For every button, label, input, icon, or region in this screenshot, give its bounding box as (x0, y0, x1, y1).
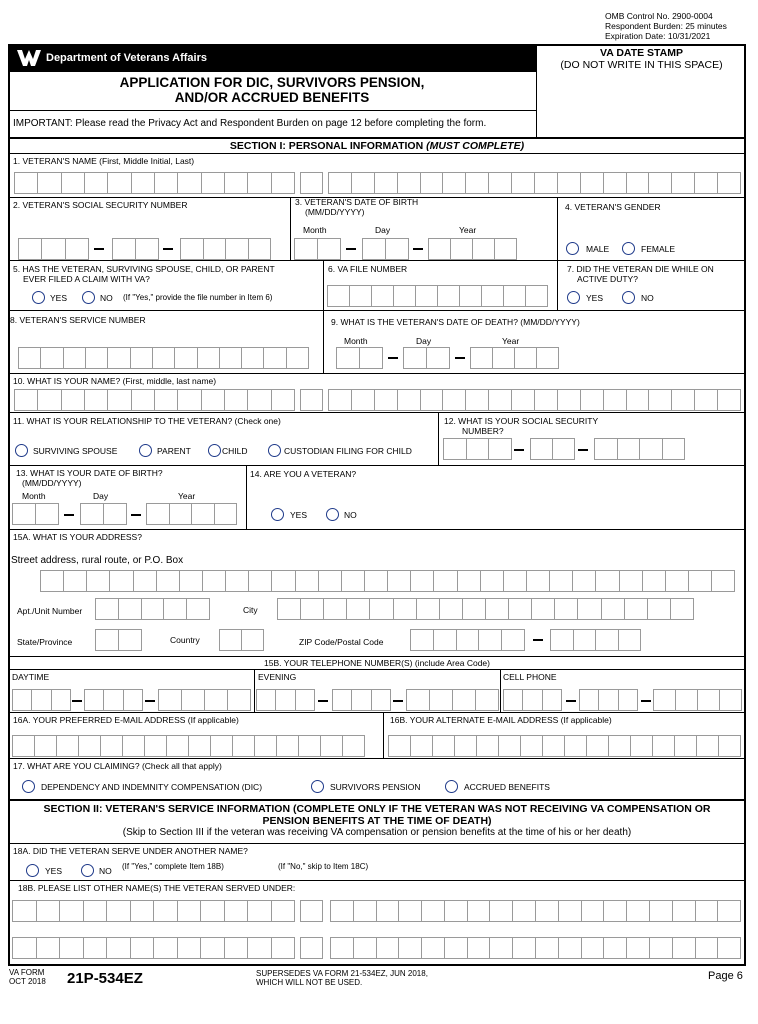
other-name1-middle[interactable] (300, 900, 322, 922)
custodian-label: CUSTODIAN FILING FOR CHILD (284, 446, 412, 456)
q4-label: 4. VETERAN'S GENDER (565, 202, 661, 212)
cell-area-code[interactable] (503, 689, 561, 711)
street-address-field[interactable] (40, 570, 734, 592)
stamp-title: VA DATE STAMP (599, 47, 684, 59)
va-date-stamp (537, 47, 746, 71)
daytime-line-number[interactable] (158, 689, 250, 711)
q14-label: 14. ARE YOU A VETERAN? (250, 469, 357, 479)
claimant-dob-month[interactable] (12, 503, 58, 525)
state-field[interactable] (95, 629, 141, 651)
q3-label: 3. VETERAN'S DATE OF BIRTH (MM/DD/YYYY) (295, 197, 419, 217)
daytime-area-code[interactable] (12, 689, 70, 711)
evening-label: EVENING (258, 672, 297, 682)
gender-male-radio[interactable] (566, 242, 579, 255)
q5-no-radio[interactable] (82, 291, 95, 304)
parent-radio[interactable] (139, 444, 152, 457)
q16a-label: 16A. YOUR PREFERRED E-MAIL ADDRESS (If applicable) (13, 715, 239, 725)
street-label: Street address, rural route, or P.O. Box (11, 555, 184, 566)
q3-year-label: Year (459, 225, 477, 235)
claimant-last-name-field[interactable] (328, 389, 740, 411)
q15b-label: 15B. YOUR TELEPHONE NUMBER(S) (include Area Code) (264, 658, 490, 668)
footer-form-info (9, 968, 46, 986)
section2-skip-note: (Skip to Section III if the veteran was receiving VA compensation or pension benefits at the time of his or her death) (122, 827, 632, 838)
alternate-email-field[interactable] (388, 735, 740, 757)
veteran-dob-year[interactable] (428, 238, 516, 260)
q5-yes-radio[interactable] (32, 291, 45, 304)
important-notice: IMPORTANT: Please read the Privacy Act and Respondent Burden on page 12 before completing the form. (13, 118, 487, 129)
claimant-ssn-part2[interactable] (530, 438, 574, 460)
custodian-radio[interactable] (268, 444, 281, 457)
section2-title-line2: PENSION BENEFITS AT THE TIME OF DEATH) (262, 815, 492, 827)
accrued-benefits-radio[interactable] (445, 780, 458, 793)
claimant-ssn-part1[interactable] (443, 438, 511, 460)
q5-label: 5. HAS THE VETERAN, SURVIVING SPOUSE, CHILD, OR PARENT EVER FILED A CLAIM WITH VA? (13, 264, 275, 284)
q9-day-label: Day (416, 336, 432, 346)
gender-female-radio[interactable] (622, 242, 635, 255)
va-file-number-field[interactable] (327, 285, 547, 307)
q3-month-label: Month (303, 225, 327, 235)
veteran-last-name-field[interactable] (328, 172, 740, 194)
zip-code-field[interactable] (410, 629, 524, 651)
va-logo-icon (16, 47, 42, 69)
death-date-year[interactable] (470, 347, 558, 369)
gender-female-label: FEMALE (641, 244, 676, 254)
q14-yes-radio[interactable] (271, 508, 284, 521)
claimant-dob-day[interactable] (80, 503, 126, 525)
apt-label: Apt./Unit Number (17, 606, 83, 616)
q7-yes-label: YES (586, 293, 604, 303)
q13-day-label: Day (93, 491, 109, 501)
child-radio[interactable] (208, 444, 221, 457)
gender-male-label: MALE (586, 244, 610, 254)
child-label: CHILD (222, 446, 248, 456)
q18a-label: 18A. DID THE VETERAN SERVE UNDER ANOTHER NAME? (13, 846, 248, 856)
omb-control: OMB Control No. 2900-0004 (605, 11, 713, 21)
q1-label: 1. VETERAN'S NAME (First, Middle Initial, Last) (13, 156, 195, 166)
section2-title-line1: SECTION II: VETERAN'S SERVICE INFORMATION (COMPLETE ONLY IF THE VETERAN WAS NOT RECEIVING VA COMPENSATION OR (43, 803, 711, 815)
zip-label: ZIP Code/Postal Code (299, 637, 384, 647)
claimant-first-name-field[interactable] (14, 389, 294, 411)
q5-no-label: NO (100, 293, 113, 303)
preferred-email-field[interactable] (12, 735, 364, 757)
veteran-middle-initial-field[interactable] (300, 172, 322, 194)
agency-name: Department of Veterans Affairs (46, 52, 207, 64)
respondent-burden: Respondent Burden: 25 minutes (605, 21, 727, 31)
q5-yes-label: YES (50, 293, 68, 303)
other-name2-middle[interactable] (300, 937, 322, 959)
q7-no-label: NO (641, 293, 654, 303)
q6-label: 6. VA FILE NUMBER (328, 264, 408, 274)
veteran-first-name-field[interactable] (14, 172, 294, 194)
claimant-ssn-part3[interactable] (594, 438, 684, 460)
cell-line-number[interactable] (653, 689, 741, 711)
q2-label: 2. VETERAN'S SOCIAL SECURITY NUMBER (13, 200, 188, 210)
q18a-no-note: (If "No," skip to Item 18C) (278, 862, 369, 871)
veteran-ssn-part1[interactable] (18, 238, 88, 260)
survivors-pension-radio[interactable] (311, 780, 324, 793)
q12-label: 12. WHAT IS YOUR SOCIAL SECURITY NUMBER? (444, 416, 599, 436)
veteran-dob-day[interactable] (362, 238, 408, 260)
q15a-label: 15A. WHAT IS YOUR ADDRESS? (13, 532, 142, 542)
q7-yes-radio[interactable] (567, 291, 580, 304)
city-label: City (243, 605, 258, 615)
other-name1-first[interactable] (12, 900, 294, 922)
veteran-ssn-part2[interactable] (112, 238, 158, 260)
dic-label: DEPENDENCY AND INDEMNITY COMPENSATION (DIC) (41, 782, 263, 792)
q14-no-radio[interactable] (326, 508, 339, 521)
footer-supersedes: SUPERSEDES VA FORM 21-534EZ, JUN 2018, WHICH WILL NOT BE USED. (256, 969, 428, 987)
q13-year-label: Year (178, 491, 196, 501)
veteran-ssn-part3[interactable] (180, 238, 270, 260)
q8-label: 8. VETERAN'S SERVICE NUMBER (10, 315, 146, 325)
q18a-yes-label: YES (45, 866, 63, 876)
other-name1-last[interactable] (330, 900, 740, 922)
claimant-dob-year[interactable] (146, 503, 236, 525)
q5-note: (If "Yes," provide the file number in Item 6) (123, 293, 273, 302)
other-name2-last[interactable] (330, 937, 740, 959)
footer-form-number: 21P-534EZ (67, 970, 143, 987)
zip-extension-field[interactable] (550, 629, 640, 651)
agency-bar (8, 44, 536, 72)
q3-day-label: Day (375, 225, 391, 235)
title-line2: AND/OR ACCRUED BENEFITS (174, 90, 370, 105)
city-field[interactable] (277, 598, 693, 620)
daytime-label: DAYTIME (12, 672, 50, 682)
footer-date: OCT 2018 (9, 977, 46, 986)
state-label: State/Province (17, 637, 73, 647)
veteran-dob-month[interactable] (294, 238, 340, 260)
veteran-service-number-field[interactable] (18, 347, 308, 369)
q17-label: 17. WHAT ARE YOU CLAIMING? (Check all that apply) (13, 761, 222, 771)
q13-month-label: Month (22, 491, 46, 501)
section2-header (10, 803, 744, 839)
surviving-spouse-label: SURVIVING SPOUSE (33, 446, 118, 456)
q14-no-label: NO (344, 510, 357, 520)
q18a-yes-note: (If "Yes," complete Item 18B) (122, 862, 224, 871)
q13-label: 13. WHAT IS YOUR DATE OF BIRTH? (MM/DD/YYYY) (16, 468, 163, 488)
q18b-label: 18B. PLEASE LIST OTHER NAME(S) THE VETERAN SERVED UNDER: (18, 883, 296, 893)
q14-yes-label: YES (290, 510, 308, 520)
evening-area-code[interactable] (256, 689, 314, 711)
country-field[interactable] (219, 629, 263, 651)
death-date-month[interactable] (336, 347, 382, 369)
title-line1: APPLICATION FOR DIC, SURVIVORS PENSION, (119, 75, 425, 90)
daytime-prefix[interactable] (84, 689, 142, 711)
accrued-benefits-label: ACCRUED BENEFITS (464, 782, 550, 792)
cell-label: CELL PHONE (503, 672, 557, 682)
other-name2-first[interactable] (12, 937, 294, 959)
cell-prefix[interactable] (579, 689, 637, 711)
claimant-middle-initial-field[interactable] (300, 389, 322, 411)
footer-page-number: Page 6 (708, 970, 743, 982)
stamp-note: (DO NOT WRITE IN THIS SPACE) (560, 59, 723, 71)
q18a-no-label: NO (99, 866, 112, 876)
q9-year-label: Year (502, 336, 520, 346)
evening-prefix[interactable] (332, 689, 390, 711)
evening-line-number[interactable] (406, 689, 498, 711)
form-title (10, 75, 534, 105)
footer-va-form: VA FORM (9, 968, 45, 977)
dic-radio[interactable] (22, 780, 35, 793)
surviving-spouse-radio[interactable] (15, 444, 28, 457)
q7-label: 7. DID THE VETERAN DIE WHILE ON ACTIVE DUTY? (567, 264, 714, 284)
q9-label: 9. WHAT IS THE VETERAN'S DATE OF DEATH? (MM/DD/YYYY) (331, 317, 580, 327)
apt-number-field[interactable] (95, 598, 209, 620)
q11-label: 11. WHAT IS YOUR RELATIONSHIP TO THE VETERAN? (Check one) (13, 416, 281, 426)
expiration-date: Expiration Date: 10/31/2021 (605, 31, 711, 41)
q16b-label: 16B. YOUR ALTERNATE E-MAIL ADDRESS (If applicable) (390, 715, 612, 725)
section1-title: SECTION I: PERSONAL INFORMATION (MUST COMPLETE) (229, 140, 525, 152)
death-date-day[interactable] (403, 347, 449, 369)
parent-label: PARENT (157, 446, 191, 456)
q10-label: 10. WHAT IS YOUR NAME? (First, middle, last name) (13, 376, 217, 386)
q18a-no-radio[interactable] (81, 864, 94, 877)
q7-no-radio[interactable] (622, 291, 635, 304)
omb-block (605, 11, 755, 41)
q9-month-label: Month (344, 336, 368, 346)
survivors-pension-label: SURVIVORS PENSION (330, 782, 421, 792)
country-label: Country (170, 635, 200, 645)
q18a-yes-radio[interactable] (26, 864, 39, 877)
